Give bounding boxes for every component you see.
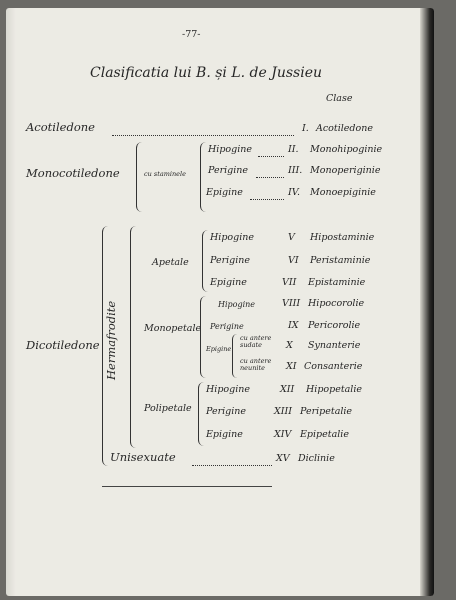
class-synanterie: Synanterie [308, 340, 361, 351]
label-dicotiledone: Dicotiledone [26, 338, 100, 352]
class-pericorolie: Pericorolie [308, 320, 361, 331]
label-hermafrodite: Hermafrodite [104, 300, 118, 380]
pp-epigine: Epigine [206, 429, 243, 440]
numeral-II: II. [288, 144, 299, 155]
label-cu-antere-sudate: cu antere sudate [240, 334, 272, 349]
column-header-clase: Clase [326, 93, 353, 104]
class-epistaminie: Epistaminie [308, 277, 366, 288]
page-number: -77- [182, 29, 201, 40]
notebook-page [6, 8, 434, 596]
mp-perigine: Perigine [210, 322, 244, 331]
mono-perigine: Perigine [208, 165, 249, 176]
leader-dots [256, 177, 284, 178]
numeral-VII: VII [282, 277, 297, 288]
label-unisexuate: Unisexuate [110, 450, 176, 464]
brace-hermafrodite [130, 226, 141, 448]
mp-epigine: Epigine [206, 345, 232, 353]
class-hipocorolie: Hipocorolie [308, 298, 365, 309]
numeral-XI: XI [286, 361, 297, 372]
ap-epigine: Epigine [210, 277, 247, 288]
numeral-XII: XII [280, 384, 295, 395]
leader-dots [112, 135, 294, 136]
book-spine [420, 8, 434, 596]
class-monoperiginie: Monoperiginie [310, 165, 381, 176]
label-acotiledone: Acotiledone [26, 120, 95, 134]
class-monohipoginie: Monohipoginie [310, 144, 383, 155]
leader-dots [250, 199, 284, 200]
label-apetale: Apetale [152, 257, 189, 268]
pp-hipogine: Hipogine [206, 384, 250, 395]
class-hipopetalie: Hipopetalie [306, 384, 363, 395]
ap-hipogine: Hipogine [210, 232, 254, 243]
label-cu-staminele: cu staminele [144, 170, 186, 178]
class-peristaminie: Peristaminie [310, 255, 371, 266]
label-cu-antere-neunite: cu antere neunite [240, 357, 272, 372]
class-diclinie: Diclinie [298, 453, 335, 464]
label-polipetale: Polipetale [144, 403, 192, 414]
numeral-III: III. [288, 165, 303, 176]
numeral-IX: IX [288, 320, 299, 331]
brace-apetale [202, 230, 209, 292]
brace-monopetale [200, 296, 207, 378]
pp-perigine: Perigine [206, 406, 247, 417]
numeral-I: I. [302, 123, 309, 134]
label-monocotiledone: Monocotiledone [26, 166, 120, 180]
class-consanterie: Consanterie [304, 361, 363, 372]
brace-epigine-anthers [232, 334, 237, 378]
numeral-X: X [286, 340, 293, 351]
numeral-VI: VI [288, 255, 299, 266]
numeral-XV: XV [276, 453, 290, 464]
label-monopetale: Monopetale [144, 323, 202, 334]
brace-polipetale [198, 382, 205, 446]
mono-hipogine: Hipogine [208, 144, 252, 155]
mp-hipogine: Hipogine [218, 300, 256, 309]
class-monoepiginie: Monoepiginie [310, 187, 376, 198]
leader-dots [258, 156, 284, 157]
class-hipostaminie: Hipostaminie [310, 232, 375, 243]
numeral-IV: IV. [288, 187, 300, 198]
page-title: Clasificatia lui B. și L. de Jussieu [90, 65, 323, 81]
numeral-XIV: XIV [274, 429, 292, 440]
leader-dots [192, 465, 272, 466]
page-shadow [6, 8, 16, 596]
mono-epigine: Epigine [206, 187, 243, 198]
numeral-V: V [288, 232, 295, 243]
numeral-XIII: XIII [274, 406, 293, 417]
brace-monocotiledone [136, 142, 143, 212]
closing-rule [102, 486, 272, 487]
numeral-VIII: VIII [282, 298, 301, 309]
ap-perigine: Perigine [210, 255, 251, 266]
class-epipetalie: Epipetalie [300, 429, 349, 440]
class-peripetalie: Peripetalie [300, 406, 353, 417]
class-acotiledone: Acotiledone [316, 123, 373, 134]
brace-staminele [200, 142, 207, 212]
